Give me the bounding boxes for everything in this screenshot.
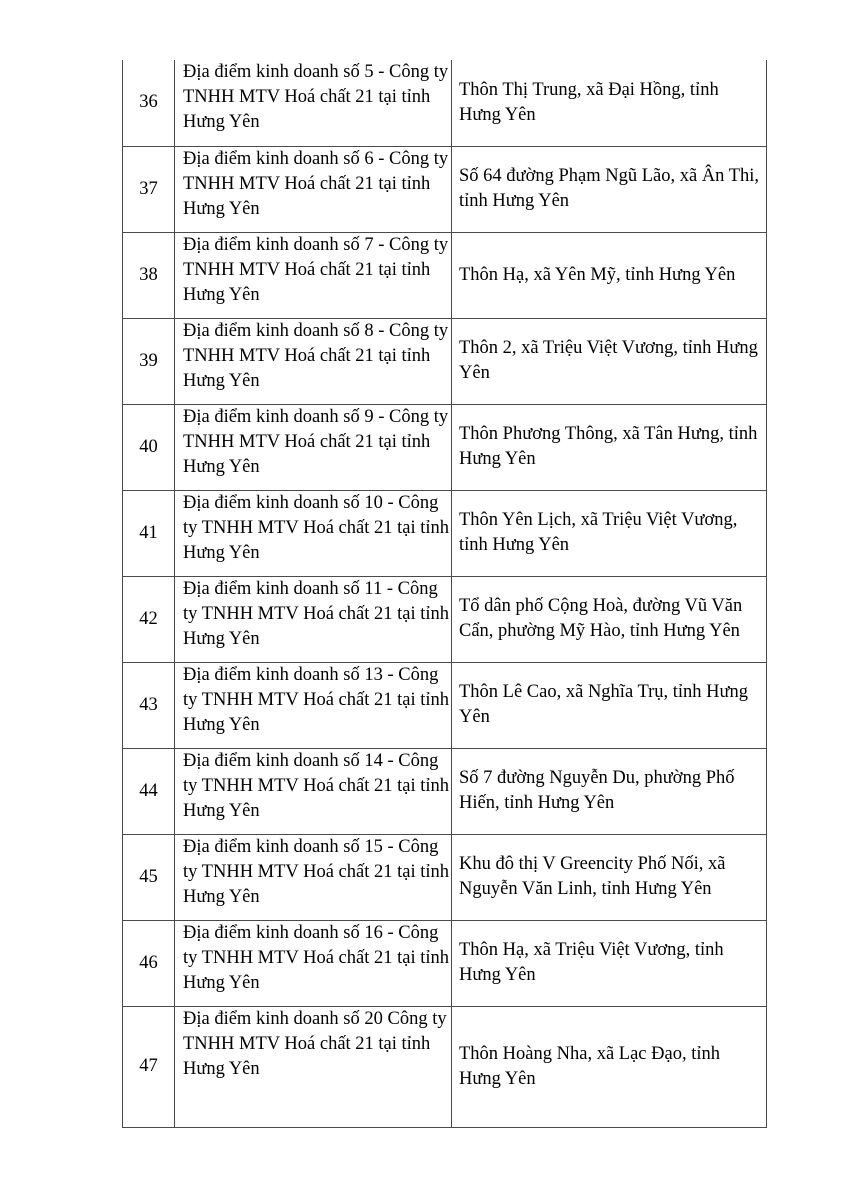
location-name: Địa điểm kinh doanh số 9 - Công ty TNHH MTV Hoá chất 21 tại tỉnh Hưng Yên — [175, 404, 452, 490]
location-name: Địa điểm kinh doanh số 8 - Công ty TNHH MTV Hoá chất 21 tại tỉnh Hưng Yên — [175, 318, 452, 404]
location-name: Địa điểm kinh doanh số 5 - Công ty TNHH MTV Hoá chất 21 tại tỉnh Hưng Yên — [175, 60, 452, 146]
location-address: Số 64 đường Phạm Ngũ Lão, xã Ân Thi, tỉnh Hưng Yên — [452, 146, 767, 232]
location-name: Địa điểm kinh doanh số 6 - Công ty TNHH MTV Hoá chất 21 tại tỉnh Hưng Yên — [175, 146, 452, 232]
row-number: 45 — [123, 834, 175, 920]
location-name: Địa điểm kinh doanh số 13 - Công ty TNHH MTV Hoá chất 21 tại tỉnh Hưng Yên — [175, 662, 452, 748]
row-number: 46 — [123, 920, 175, 1006]
location-name: Địa điểm kinh doanh số 11 - Công ty TNHH MTV Hoá chất 21 tại tỉnh Hưng Yên — [175, 576, 452, 662]
location-name: Địa điểm kinh doanh số 16 - Công ty TNHH MTV Hoá chất 21 tại tỉnh Hưng Yên — [175, 920, 452, 1006]
business-locations-table — [122, 60, 767, 1128]
table-row — [123, 490, 767, 576]
row-number: 39 — [123, 318, 175, 404]
row-number: 42 — [123, 576, 175, 662]
table-row — [123, 146, 767, 232]
table-row — [123, 834, 767, 920]
table-row — [123, 576, 767, 662]
table-row — [123, 920, 767, 1006]
location-name: Địa điểm kinh doanh số 20 Công ty TNHH MTV Hoá chất 21 tại tỉnh Hưng Yên — [175, 1006, 452, 1127]
location-address: Thôn Hạ, xã Yên Mỹ, tỉnh Hưng Yên — [452, 232, 767, 318]
location-address: Khu đô thị V Greencity Phố Nối, xã Nguyễn Văn Linh, tỉnh Hưng Yên — [452, 834, 767, 920]
location-address: Thôn Lê Cao, xã Nghĩa Trụ, tỉnh Hưng Yên — [452, 662, 767, 748]
row-number: 44 — [123, 748, 175, 834]
row-number: 40 — [123, 404, 175, 490]
row-number: 47 — [123, 1006, 175, 1127]
location-address: Thôn Thị Trung, xã Đại Hồng, tỉnh Hưng Yên — [452, 60, 767, 146]
location-address: Số 7 đường Nguyễn Du, phường Phố Hiến, tỉnh Hưng Yên — [452, 748, 767, 834]
location-name: Địa điểm kinh doanh số 14 - Công ty TNHH MTV Hoá chất 21 tại tỉnh Hưng Yên — [175, 748, 452, 834]
row-number: 37 — [123, 146, 175, 232]
location-name: Địa điểm kinh doanh số 10 - Công ty TNHH MTV Hoá chất 21 tại tỉnh Hưng Yên — [175, 490, 452, 576]
table-row — [123, 404, 767, 490]
location-address: Thôn Yên Lịch, xã Triệu Việt Vương, tỉnh Hưng Yên — [452, 490, 767, 576]
location-name: Địa điểm kinh doanh số 7 - Công ty TNHH MTV Hoá chất 21 tại tỉnh Hưng Yên — [175, 232, 452, 318]
row-number: 36 — [123, 60, 175, 146]
table-row — [123, 748, 767, 834]
row-number: 41 — [123, 490, 175, 576]
table-row — [123, 662, 767, 748]
location-address: Thôn Hoàng Nha, xã Lạc Đạo, tỉnh Hưng Yên — [452, 1006, 767, 1127]
location-address: Thôn Phương Thông, xã Tân Hưng, tỉnh Hưng Yên — [452, 404, 767, 490]
location-name: Địa điểm kinh doanh số 15 - Công ty TNHH MTV Hoá chất 21 tại tỉnh Hưng Yên — [175, 834, 452, 920]
location-address: Tổ dân phố Cộng Hoà, đường Vũ Văn Cẩn, phường Mỹ Hào, tỉnh Hưng Yên — [452, 576, 767, 662]
row-number: 38 — [123, 232, 175, 318]
row-number: 43 — [123, 662, 175, 748]
location-address: Thôn Hạ, xã Triệu Việt Vương, tỉnh Hưng Yên — [452, 920, 767, 1006]
table-row — [123, 318, 767, 404]
table-row — [123, 60, 767, 146]
table-row — [123, 232, 767, 318]
location-address: Thôn 2, xã Triệu Việt Vương, tỉnh Hưng Yên — [452, 318, 767, 404]
table-row — [123, 1006, 767, 1127]
